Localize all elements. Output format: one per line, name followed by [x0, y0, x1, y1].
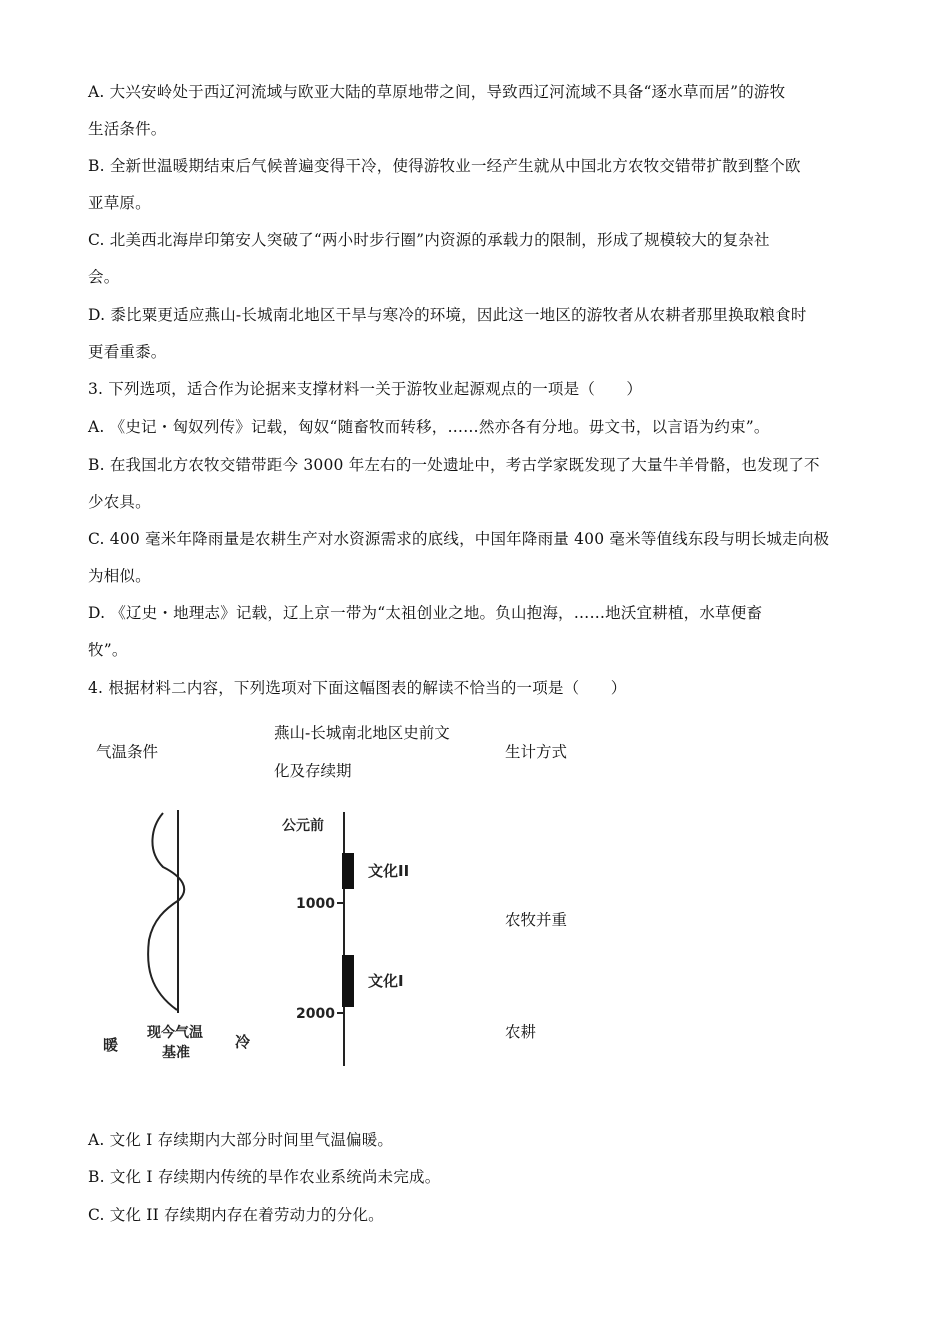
- q2-option-b-line1: B. 全新世温暖期结束后气候普遍变得干冷，使得游牧业一经产生就从中国北方农牧交错带扩散到整个欧: [88, 157, 801, 175]
- q2-option-a-line1: A. 大兴安岭处于西辽河流域与欧亚大陆的草原地带之间，导致西辽河流域不具备“逐水草而居”的游牧: [88, 83, 786, 101]
- q3-option-c-line2: 为相似。: [88, 567, 151, 585]
- culture-2-label: 文化II: [368, 862, 410, 880]
- figure-col-livelihood: 生计方式: [505, 743, 568, 761]
- q2-option-a-line2: 生活条件。: [88, 120, 167, 138]
- culture-1-label: 文化I: [368, 972, 404, 990]
- q2-option-c-line2: 会。: [88, 268, 120, 286]
- q3-option-c-line1: C. 400 毫米年降雨量是农耕生产对水资源需求的底线，中国年降雨量 400 毫米等值线东段与明长城走向极: [88, 530, 830, 548]
- q3-option-a: A. 《史记・匈奴列传》记载，匈奴“随畜牧而转移，……然亦各有分地。毋文书，以言语为约束”。: [88, 418, 770, 436]
- q4-option-b: B. 文化 I 存续期内传统的旱作农业系统尚未完成。: [88, 1168, 441, 1186]
- cold-label: 冷: [235, 1033, 251, 1051]
- timeline-figure: [280, 810, 440, 1072]
- culture-2-bar: [342, 853, 354, 889]
- temperature-culture-figure: [95, 805, 285, 1075]
- q4-stem: 4. 根据材料二内容，下列选项对下面这幅图表的解读不恰当的一项是（ ）: [88, 679, 627, 697]
- q3-option-b-line1: B. 在我国北方农牧交错带距今 3000 年左右的一处遗址中，考古学家既发现了大量牛羊骨骼，也发现了不: [88, 456, 820, 474]
- q3-option-d-line2: 牧”。: [88, 641, 128, 659]
- figure-col-temperature: 气温条件: [96, 743, 159, 761]
- q2-option-b-line2: 亚草原。: [88, 194, 151, 212]
- figure-col-culture-line1: 燕山-长城南北地区史前文: [274, 724, 450, 742]
- q2-option-d-line2: 更看重黍。: [88, 343, 167, 361]
- q4-option-a: A. 文化 I 存续期内大部分时间里气温偏暖。: [88, 1131, 394, 1149]
- q3-stem: 3. 下列选项，适合作为论据来支撑材料一关于游牧业起源观点的一项是（ ）: [88, 380, 643, 398]
- livelihood-farming: 农耕: [505, 1023, 537, 1041]
- livelihood-agro-pastoral: 农牧并重: [505, 911, 568, 929]
- warm-label: 暖: [103, 1036, 119, 1054]
- q4-option-c: C. 文化 II 存续期内存在着劳动力的分化。: [88, 1206, 384, 1224]
- tick-label-1000: 1000: [296, 896, 335, 912]
- q3-option-b-line2: 少农具。: [88, 493, 151, 511]
- figure-col-culture-line2: 化及存续期: [274, 762, 352, 780]
- q2-option-c-line1: C. 北美西北海岸印第安人突破了“两小时步行圈”内资源的承载力的限制，形成了规模较大的复杂社: [88, 231, 770, 249]
- tick-label-2000: 2000: [296, 1006, 335, 1022]
- baseline-label-line1: 现今气温: [147, 1025, 203, 1041]
- culture-1-bar: [342, 955, 354, 1007]
- q2-option-d-line1: D. 黍比粟更适应燕山-长城南北地区干旱与寒冷的环境，因此这一地区的游牧者从农耕者那里换取粮食时: [88, 306, 807, 324]
- q3-option-d-line1: D. 《辽史・地理志》记载，辽上京一带为“太祖创业之地。负山抱海，……地沃宜耕植，水草便畜: [88, 604, 763, 622]
- timeline-top-label: 公元前: [282, 818, 324, 834]
- baseline-label-line2: 基准: [162, 1045, 190, 1061]
